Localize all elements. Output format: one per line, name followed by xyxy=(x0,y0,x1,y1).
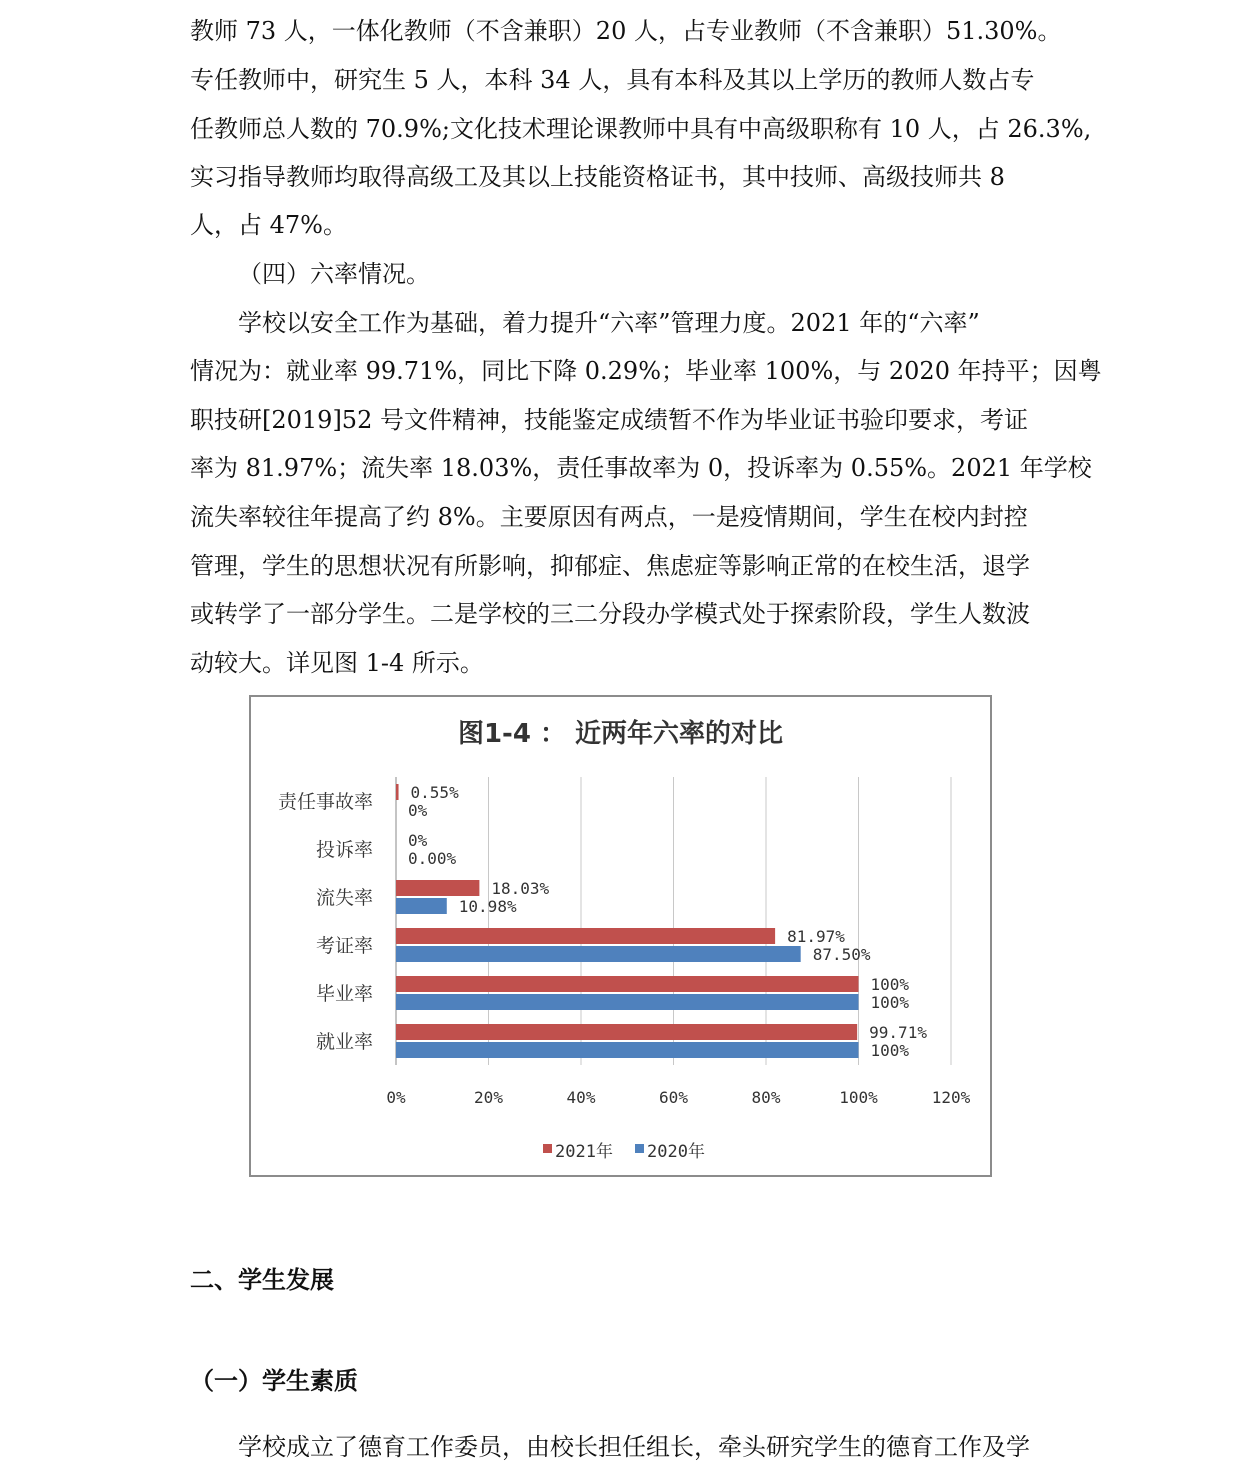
y-category-label: 责任事故率 xyxy=(277,791,373,813)
data-label: 10.98% xyxy=(458,897,517,916)
y-category-label: 就业率 xyxy=(315,1031,373,1053)
x-tick-label: 120% xyxy=(931,1088,971,1107)
chart-six-rates-comparison xyxy=(249,695,992,1177)
bar xyxy=(396,1042,859,1058)
text-line: 管理，学生的思想状况有所影响，抑郁症、焦虑症等影响正常的在校生活，退学 xyxy=(190,552,1030,580)
text-line: 实习指导教师均取得高级工及其以上技能资格证书，其中技师、高级技师共 8 xyxy=(190,163,1005,191)
data-label: 81.97% xyxy=(787,927,845,946)
y-category-label: 投诉率 xyxy=(315,839,373,861)
section-heading-student-development: 二、学生发展 xyxy=(190,1266,334,1294)
bar xyxy=(396,784,399,800)
data-label: 0% xyxy=(408,801,428,820)
text-line: 学校以安全工作为基础，着力提升“六率”管理力度。2021 年的“六率” xyxy=(238,309,980,337)
text-line: （四）六率情况。 xyxy=(238,260,430,288)
legend-label: 2021年 xyxy=(555,1142,613,1162)
bar xyxy=(396,946,801,962)
data-label: 0.55% xyxy=(410,783,459,802)
legend-label: 2020年 xyxy=(647,1142,705,1162)
data-label: 99.71% xyxy=(869,1023,927,1042)
x-tick-label: 100% xyxy=(839,1088,878,1107)
y-category-label: 考证率 xyxy=(315,935,373,957)
bar xyxy=(396,880,479,896)
data-label: 0.00% xyxy=(408,849,457,868)
x-tick-label: 20% xyxy=(474,1088,503,1107)
y-category-label: 流失率 xyxy=(315,887,373,909)
data-label: 18.03% xyxy=(491,879,550,898)
data-label: 100% xyxy=(870,993,910,1012)
text-line: 或转学了一部分学生。二是学校的三二分段办学模式处于探索阶段，学生人数波 xyxy=(190,600,1030,628)
text-line: 学校成立了德育工作委员，由校长担任组长，牵头研究学生的德育工作及学 xyxy=(238,1433,1030,1461)
text-line: 率为 81.97%；流失率 18.03%，责任事故率为 0，投诉率为 0.55%。2021 年学校 xyxy=(190,454,1092,482)
x-tick-label: 60% xyxy=(659,1088,688,1107)
text-line: 教师 73 人，一体化教师（不含兼职）20 人，占专业教师（不含兼职）51.30%。 xyxy=(190,17,1062,45)
text-line: 流失率较往年提高了约 8%。主要原因有两点，一是疫情期间，学生在校内封控 xyxy=(190,503,1028,531)
text-line: 任教师总人数的 70.9%;文化技术理论课教师中具有中高级职称有 10 人，占 26.3%, xyxy=(190,115,1092,143)
text-line: 专任教师中，研究生 5 人，本科 34 人，具有本科及其以上学历的教师人数占专 xyxy=(190,66,1035,94)
legend-swatch xyxy=(543,1144,552,1153)
y-category-label: 毕业率 xyxy=(315,983,373,1005)
bar xyxy=(396,994,859,1010)
bar xyxy=(396,976,859,992)
x-tick-label: 0% xyxy=(386,1088,406,1107)
bar xyxy=(396,928,775,944)
legend-swatch xyxy=(635,1144,644,1153)
bar xyxy=(396,898,447,914)
chart-title: 图1-4 ： 近两年六率的对比 xyxy=(457,719,784,749)
text-line: 职技研[2019]52 号文件精神，技能鉴定成绩暂不作为毕业证书验印要求，考证 xyxy=(190,406,1028,434)
data-label: 100% xyxy=(870,975,910,994)
x-tick-label: 80% xyxy=(751,1088,781,1107)
data-label: 100% xyxy=(870,1041,910,1060)
chart-plot xyxy=(251,697,990,1175)
text-line: 情况为：就业率 99.71%，同比下降 0.29%；毕业率 100%，与 2020 年持平；因粤 xyxy=(190,357,1102,385)
text-line: 人，占 47%。 xyxy=(190,211,347,239)
subsection-heading-student-quality: （一）学生素质 xyxy=(190,1367,358,1395)
text-line: 动较大。详见图 1-4 所示。 xyxy=(190,649,484,677)
data-label: 87.50% xyxy=(812,945,871,964)
data-label: 0% xyxy=(408,831,428,850)
x-tick-label: 40% xyxy=(566,1088,596,1107)
bar xyxy=(396,1024,857,1040)
